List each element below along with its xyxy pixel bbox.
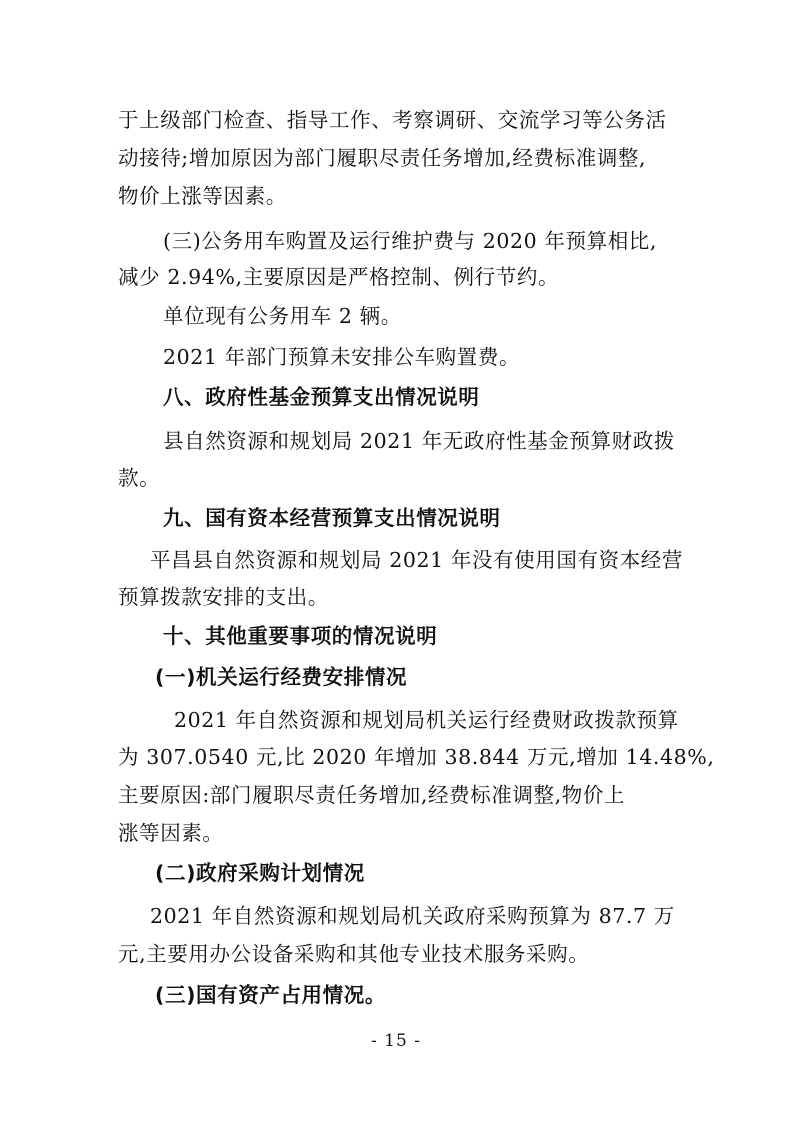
subsection-heading: (二)政府采购计划情况: [155, 861, 365, 885]
body-line: 涨等因素。: [118, 821, 224, 845]
body-line: 2021 年自然资源和规划局机关政府采购预算为 87.7 万: [150, 904, 675, 928]
body-line: 减少 2.94%,主要原因是严格控制、例行节约。: [118, 265, 560, 289]
body-line: 平昌县自然资源和规划局 2021 年没有使用国有资本经营: [150, 548, 684, 572]
body-line: 预算拨款安排的支出。: [118, 585, 329, 609]
body-line: 动接待;增加原因为部门履职尽责任务增加,经费标准调整,: [118, 146, 647, 170]
section-heading: 八、政府性基金预算支出情况说明: [163, 385, 480, 409]
body-line: 单位现有公务用车 2 辆。: [163, 304, 402, 328]
body-line: 元,主要用办公设备采购和其他专业技术服务采购。: [118, 942, 590, 966]
body-line: 于上级部门检查、指导工作、考察调研、交流学习等公务活: [118, 108, 667, 132]
body-line: 为 307.0540 元,比 2020 年增加 38.844 万元,增加 14.48%,: [118, 745, 715, 769]
body-line: 款。: [118, 466, 161, 490]
subsection-heading: (三)国有资产占用情况。: [155, 983, 386, 1007]
body-line: 2021 年部门预算未安排公车购置费。: [163, 345, 521, 369]
body-line: 物价上涨等因素。: [118, 184, 287, 208]
body-line: (三)公务用车购置及运行维护费与 2020 年预算相比,: [163, 229, 658, 253]
page-number: - 15 -: [371, 1031, 421, 1051]
body-line: 2021 年自然资源和规划局机关运行经费财政拨款预算: [174, 708, 679, 732]
section-heading: 十、其他重要事项的情况说明: [163, 624, 438, 648]
section-heading: 九、国有资本经营预算支出情况说明: [163, 506, 501, 530]
subsection-heading: (一)机关运行经费安排情况: [155, 665, 408, 689]
body-line: 县自然资源和规划局 2021 年无政府性基金预算财政拨: [163, 429, 675, 453]
body-line: 主要原因:部门履职尽责任务增加,经费标准调整,物价上: [118, 783, 626, 807]
